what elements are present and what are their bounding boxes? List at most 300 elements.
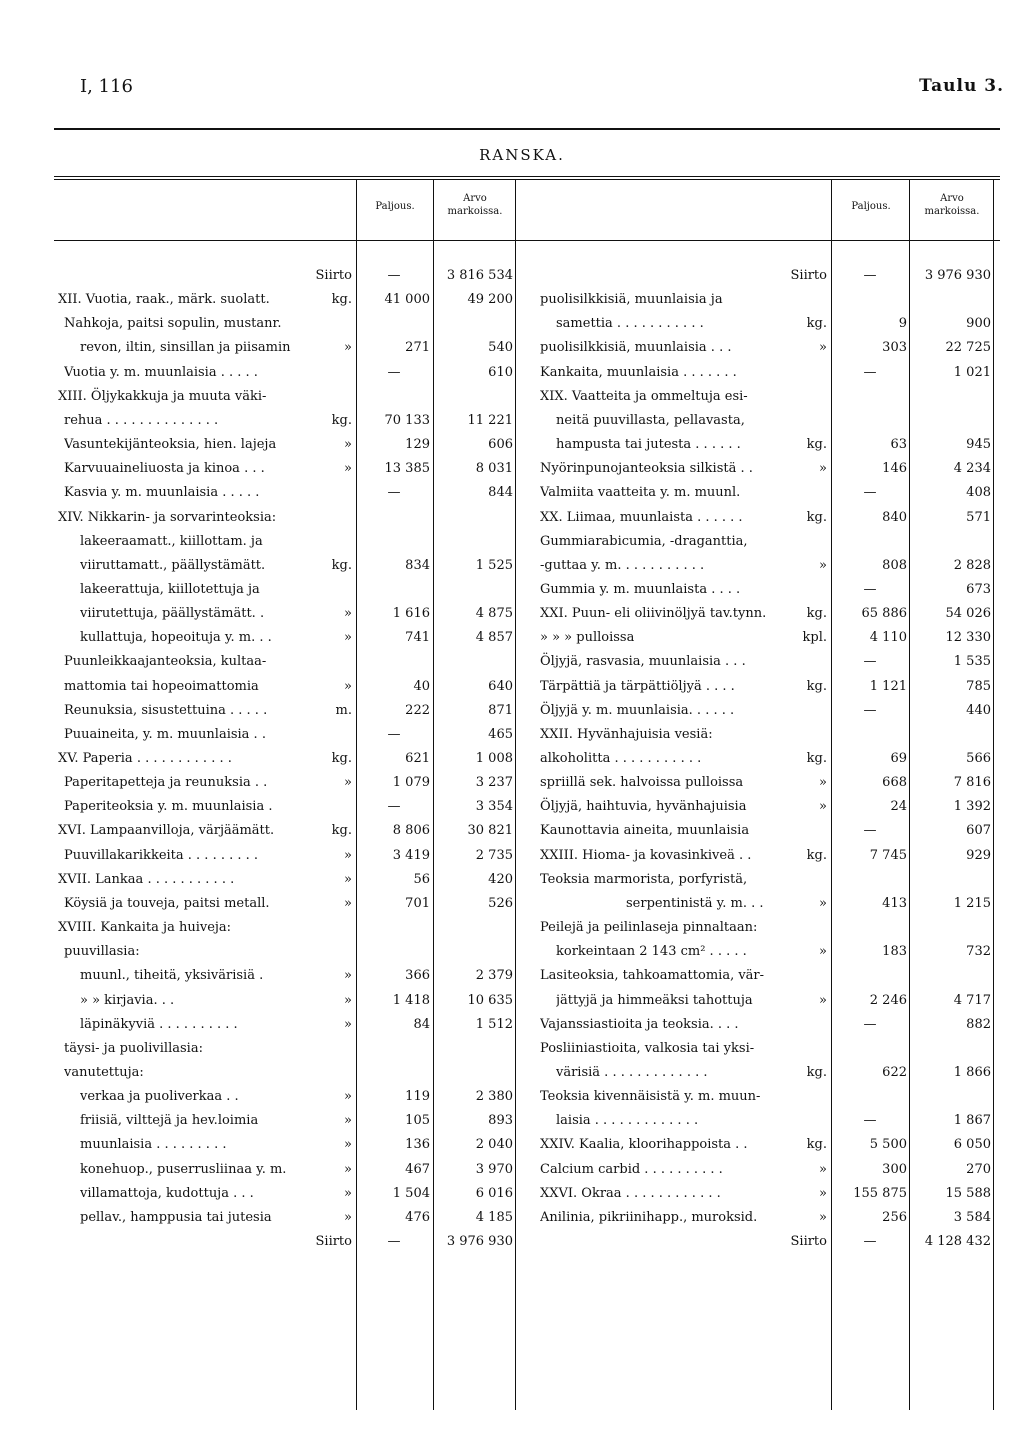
row-quantity: 69 (890, 751, 907, 766)
row-description: korkeintaan 2 143 cm² . . . . . (556, 944, 747, 960)
table-row (0, 626, 1024, 650)
row-description: -guttaa y. m. . . . . . . . . . . (540, 557, 705, 573)
row-value: 4 234 (953, 461, 991, 477)
row-description: alkoholitta . . . . . . . . . . . (540, 751, 702, 766)
row-description: XXI. Puun- eli oliivinöljyä tav.tynn. (540, 606, 767, 622)
header-rule-bottom (54, 240, 1000, 241)
row-unit: » (344, 968, 352, 984)
row-value: 1 867 (953, 1113, 991, 1129)
row-description: samettia . . . . . . . . . . . (556, 316, 704, 332)
table-title: RANSKA. (479, 146, 565, 164)
row-description: XXIII. Hioma- ja kovasinkiveä . . (540, 847, 752, 863)
row-value: 540 (488, 340, 513, 356)
row-value: 440 (966, 702, 991, 718)
right-value-header (910, 192, 994, 218)
right-value-header-line2: markoissa. (924, 206, 980, 217)
row-quantity: 136 (405, 1137, 430, 1153)
row-unit: kg. (806, 678, 827, 694)
row-description: Nyörinpunojanteoksia silkistä . . (540, 461, 753, 477)
row-quantity: 467 (405, 1161, 430, 1177)
row-description: XVIII. Kankaita ja huiveja: (58, 920, 232, 936)
row-quantity: 84 (413, 1016, 430, 1032)
table-row (0, 457, 1024, 481)
row-value: 2 040 (475, 1137, 513, 1153)
row-quantity: 701 (405, 895, 430, 911)
table-row (0, 819, 1024, 843)
row-value: 8 031 (475, 461, 513, 477)
table-row (0, 1061, 1024, 1085)
row-value: 3 970 (475, 1161, 513, 1177)
row-description: neitä puuvillasta, pellavasta, (556, 412, 745, 428)
table-row (0, 747, 1024, 771)
row-quantity: 9 (898, 316, 907, 332)
table-row (0, 892, 1024, 916)
row-unit: Siirto (790, 268, 827, 283)
row-description: konehuop., puserrusliinaa y. m. (80, 1161, 287, 1177)
row-value: 673 (966, 581, 991, 597)
row-unit: » (819, 895, 827, 911)
table-row (0, 868, 1024, 892)
row-quantity: 56 (413, 871, 430, 887)
row-quantity: 8 806 (392, 823, 430, 839)
row-quantity: 741 (405, 630, 430, 646)
row-value: 526 (488, 895, 513, 911)
row-unit: » (819, 1161, 827, 1177)
table-row (0, 650, 1024, 674)
right-value-header-line1: Arvo (940, 193, 964, 204)
table-row (0, 1013, 1024, 1037)
row-description: Gummiarabicumia, -draganttia, (540, 533, 748, 549)
row-value: 785 (966, 678, 991, 694)
row-value: 929 (966, 847, 991, 863)
row-value: 2 735 (475, 847, 513, 863)
row-quantity: 4 110 (869, 630, 907, 646)
row-quantity: 366 (405, 968, 430, 984)
row-unit: » (344, 678, 352, 694)
row-unit: kg. (806, 316, 827, 332)
row-value: 3 584 (953, 1209, 991, 1225)
table-number: Taulu 3. (919, 76, 1004, 96)
row-value: 945 (966, 437, 991, 453)
row-description: XV. Paperia . . . . . . . . . . . . (58, 751, 232, 766)
row-description: värisiä . . . . . . . . . . . . . (556, 1064, 708, 1080)
row-value: 420 (488, 871, 513, 887)
row-description: Kankaita, muunlaisia . . . . . . . (540, 364, 737, 380)
table-row (0, 844, 1024, 868)
row-description: Lasiteoksia, tahkoamattomia, vär- (540, 968, 765, 984)
row-description: Köysiä ja touveja, paitsi metall. (64, 895, 270, 911)
row-description: pellav., hamppusia tai jutesia (80, 1209, 272, 1225)
row-value: 465 (488, 726, 513, 742)
row-quantity: — (863, 702, 877, 718)
row-description: Tärpättiä ja tärpättiöljyä . . . . (540, 678, 735, 694)
row-description: verkaa ja puoliverkaa . . (80, 1089, 239, 1105)
row-description: XVII. Lankaa . . . . . . . . . . . (58, 871, 235, 887)
row-quantity: 476 (405, 1209, 430, 1225)
table-row (0, 940, 1024, 964)
row-description: Vuotia y. m. muunlaisia . . . . . (64, 364, 258, 380)
row-unit: » (344, 630, 352, 646)
row-value: 12 330 (945, 630, 991, 646)
row-unit: Siirto (315, 268, 352, 283)
row-unit: » (344, 847, 352, 863)
row-description: täysi- ja puolivillasia: (64, 1040, 203, 1056)
left-value-header-line1: Arvo (463, 193, 487, 204)
row-description: XII. Vuotia, raak., märk. suolatt. (58, 292, 270, 308)
row-description: villamattoja, kudottuja . . . (80, 1185, 254, 1201)
row-unit: » (344, 895, 352, 911)
row-quantity: 40 (413, 678, 430, 694)
table-row (0, 385, 1024, 409)
row-description: XXVI. Okraa . . . . . . . . . . . . (540, 1185, 721, 1201)
row-value: 3 237 (475, 775, 513, 791)
table-row (0, 1109, 1024, 1133)
row-value: 606 (488, 437, 513, 453)
row-quantity: 119 (405, 1089, 430, 1105)
row-value: 566 (966, 751, 991, 766)
table-row (0, 288, 1024, 312)
row-value: 408 (966, 485, 991, 501)
row-unit: kg. (806, 751, 827, 766)
row-description: laisia . . . . . . . . . . . . . (556, 1113, 699, 1129)
row-quantity: 24 (890, 799, 907, 815)
row-quantity: 1 079 (392, 775, 430, 791)
row-unit: » (344, 1016, 352, 1032)
row-unit: Siirto (315, 1234, 352, 1249)
row-quantity: 300 (882, 1161, 907, 1177)
row-description: XXII. Hyvänhajuisia vesiä: (540, 726, 713, 742)
row-unit: kpl. (802, 630, 827, 646)
row-unit: » (344, 992, 352, 1008)
row-description: Öljyjä y. m. muunlaisia. . . . . . (540, 702, 735, 718)
row-quantity: 155 875 (853, 1185, 907, 1201)
row-value: 882 (966, 1016, 991, 1032)
row-quantity: — (863, 1113, 877, 1129)
row-quantity: 65 886 (861, 606, 907, 622)
table-row (0, 481, 1024, 505)
row-quantity: 70 133 (384, 412, 430, 428)
table-row (0, 771, 1024, 795)
row-description: Vasuntekijänteoksia, hien. lajeja (64, 437, 277, 453)
row-quantity: 303 (882, 340, 907, 356)
row-description: puolisilkkisiä, muunlaisia ja (540, 292, 723, 308)
row-value: 640 (488, 678, 513, 694)
row-value: 1 512 (475, 1016, 513, 1032)
row-description: Öljyjä, rasvasia, muunlaisia . . . (540, 654, 746, 670)
row-value: 30 821 (467, 823, 513, 839)
row-description: Paperiteoksia y. m. muunlaisia . (64, 799, 273, 815)
row-unit: » (819, 944, 827, 960)
row-quantity: — (863, 823, 877, 839)
row-value: 1 392 (953, 799, 991, 815)
row-unit: » (344, 871, 352, 887)
row-description: puuvillasia: (64, 944, 140, 960)
row-quantity: 413 (882, 895, 907, 911)
table-row (0, 409, 1024, 433)
table-row (0, 989, 1024, 1013)
row-unit: kg. (331, 412, 352, 428)
row-value: 270 (966, 1161, 991, 1177)
row-unit: m. (335, 702, 352, 718)
row-quantity: — (863, 364, 877, 380)
row-description: XIV. Nikkarin- ja sorvarinteoksia: (58, 509, 277, 525)
row-quantity: 256 (882, 1209, 907, 1225)
row-description: Paperitapetteja ja reunuksia . . (64, 775, 268, 791)
row-quantity: 1 504 (392, 1185, 430, 1201)
row-unit: kg. (331, 751, 352, 766)
row-description: jättyjä ja himmeäksi tahottuja (556, 992, 753, 1008)
table-row (0, 1206, 1024, 1230)
row-quantity: 146 (882, 461, 907, 477)
row-description: puolisilkkisiä, muunlaisia . . . (540, 340, 732, 356)
row-quantity: — (863, 268, 877, 283)
table-row (0, 699, 1024, 723)
top-rule (54, 128, 1000, 130)
row-quantity: 668 (882, 775, 907, 791)
row-quantity: 5 500 (869, 1137, 907, 1153)
row-unit: » (819, 992, 827, 1008)
row-value: 4 857 (475, 630, 513, 646)
row-unit: » (344, 1185, 352, 1201)
row-quantity: 7 745 (869, 847, 907, 863)
left-value-header-line2: markoissa. (447, 206, 503, 217)
row-unit: » (819, 1185, 827, 1201)
row-description: Reunuksia, sisustettuina . . . . . (64, 702, 268, 718)
row-quantity: 808 (882, 557, 907, 573)
row-quantity: — (863, 1016, 877, 1032)
row-description: Puuaineita, y. m. muunlaisia . . (64, 726, 266, 742)
row-quantity: 840 (882, 509, 907, 525)
row-unit: kg. (331, 823, 352, 839)
row-description: XXIV. Kaalia, kloorihappoista . . (540, 1137, 748, 1153)
row-unit: » (344, 1209, 352, 1225)
table-row (0, 506, 1024, 530)
table-row (0, 1158, 1024, 1182)
row-unit: » (819, 340, 827, 356)
row-quantity: 3 419 (392, 847, 430, 863)
row-unit: kg. (331, 557, 352, 573)
row-description: viiruttamatt., päällystämätt. (80, 557, 266, 573)
row-value: 1 525 (475, 557, 513, 573)
row-description: viirutettuja, päällystämätt. . (80, 606, 265, 622)
row-value: 2 380 (475, 1089, 513, 1105)
row-quantity: 2 246 (869, 992, 907, 1008)
row-value: 4 185 (475, 1209, 513, 1225)
row-quantity: — (863, 654, 877, 670)
row-unit: » (344, 1113, 352, 1129)
row-unit: » (819, 775, 827, 791)
row-unit: » (819, 1209, 827, 1225)
row-description: Teoksia kivennäisistä y. m. muun- (540, 1089, 761, 1105)
row-description: muunlaisia . . . . . . . . . (80, 1137, 227, 1153)
row-quantity: 621 (405, 751, 430, 766)
table-row (0, 1230, 1024, 1254)
row-quantity: 105 (405, 1113, 430, 1129)
row-description: mattomia tai hopeoimattomia (64, 678, 259, 694)
row-value: 571 (966, 509, 991, 525)
row-value: 10 635 (467, 992, 513, 1008)
row-description: Karvuuaineliuosta ja kinoa . . . (64, 461, 265, 477)
row-description: XIX. Vaatteita ja ommeltuja esi- (540, 388, 748, 404)
row-description: XVI. Lampaanvilloja, värjäämätt. (58, 823, 275, 839)
row-quantity: 63 (890, 437, 907, 453)
row-value: 1 215 (953, 895, 991, 911)
row-value: 4 717 (953, 992, 991, 1008)
row-unit: » (344, 1161, 352, 1177)
row-value: 22 725 (945, 340, 991, 356)
row-description: Kasvia y. m. muunlaisia . . . . . (64, 485, 260, 501)
row-quantity: — (387, 364, 401, 380)
row-quantity: — (387, 1234, 401, 1249)
table-row (0, 675, 1024, 699)
row-quantity: — (863, 581, 877, 597)
row-unit: » (344, 606, 352, 622)
row-value: 49 200 (467, 292, 513, 308)
row-quantity: 1 418 (392, 992, 430, 1008)
table-row (0, 336, 1024, 360)
row-value: 7 816 (953, 775, 991, 791)
row-unit: » (344, 437, 352, 453)
row-value: 15 588 (945, 1185, 991, 1201)
row-quantity: — (387, 726, 401, 742)
row-unit: » (344, 775, 352, 791)
row-description: Vajanssiastioita ja teoksia. . . . (540, 1016, 739, 1032)
row-value: 6 016 (475, 1185, 513, 1201)
page-number: I, 116 (80, 76, 133, 97)
row-quantity: 271 (405, 340, 430, 356)
header-rule-top (54, 176, 1000, 177)
table-row (0, 312, 1024, 336)
row-value: 610 (488, 364, 513, 380)
row-description: vanutettuja: (64, 1064, 144, 1080)
left-value-header (434, 192, 516, 218)
row-unit: kg. (806, 606, 827, 622)
row-description: Anilinia, pikriinihapp., muroksid. (540, 1209, 758, 1225)
table-row (0, 361, 1024, 385)
row-value: 3 816 534 (446, 268, 513, 283)
row-unit: » (344, 1137, 352, 1153)
row-quantity: — (387, 268, 401, 283)
table-row (0, 916, 1024, 940)
table-row (0, 554, 1024, 578)
row-unit: » (819, 799, 827, 815)
row-quantity: 13 385 (384, 461, 430, 477)
row-description: Öljyjä, haihtuvia, hyvänhajuisia (540, 799, 747, 815)
table-row (0, 723, 1024, 747)
row-description: Nahkoja, paitsi sopulin, mustanr. (64, 316, 282, 332)
row-unit: » (344, 461, 352, 477)
row-value: 1 866 (953, 1064, 991, 1080)
row-value: 3 976 930 (446, 1234, 513, 1249)
row-description: hampusta tai jutesta . . . . . . (556, 437, 741, 453)
table-row (0, 795, 1024, 819)
table-row (0, 264, 1024, 288)
row-description: lakeerattuja, kiillotettuja ja (80, 581, 260, 597)
row-description: » » kirjavia. . . (80, 992, 175, 1008)
row-value: 732 (966, 944, 991, 960)
row-unit: kg. (806, 847, 827, 863)
row-description: Puunleikkaajanteoksia, kultaa- (64, 654, 267, 670)
row-description: friisiä, vilttejä ja hev.loimia (80, 1113, 259, 1129)
table-row (0, 1037, 1024, 1061)
table-row (0, 1085, 1024, 1109)
row-description: rehua . . . . . . . . . . . . . . (64, 412, 219, 428)
row-description: Calcium carbid . . . . . . . . . . (540, 1161, 723, 1177)
row-unit: » (344, 1089, 352, 1105)
row-value: 1 021 (953, 364, 991, 380)
row-quantity: 1 121 (869, 678, 907, 694)
row-quantity: 1 616 (392, 606, 430, 622)
row-quantity: 222 (405, 702, 430, 718)
left-qty-header: Paljous. (375, 201, 415, 212)
row-description: Kaunottavia aineita, muunlaisia (540, 823, 750, 839)
right-qty-header: Paljous. (851, 201, 891, 212)
row-description: Valmiita vaatteita y. m. muunl. (540, 485, 741, 501)
row-unit: kg. (806, 1064, 827, 1080)
row-value: 4 875 (475, 606, 513, 622)
row-quantity: 129 (405, 437, 430, 453)
row-unit: » (819, 461, 827, 477)
row-description: muunl., tiheitä, yksivärisiä . (80, 968, 264, 984)
row-value: 607 (966, 823, 991, 839)
row-quantity: 834 (405, 557, 430, 573)
row-description: Posliiniastioita, valkosia tai yksi- (540, 1040, 755, 1056)
row-description: Peilejä ja peilinlaseja pinnaltaan: (540, 920, 758, 936)
row-description: kullattuja, hopeoituja y. m. . . (80, 630, 272, 646)
row-value: 844 (488, 485, 513, 501)
row-quantity: 41 000 (384, 292, 430, 308)
row-value: 4 128 432 (924, 1234, 991, 1249)
row-description: XX. Liimaa, muunlaista . . . . . . (540, 509, 743, 525)
row-value: 871 (488, 702, 513, 718)
row-description: revon, iltin, sinsillan ja piisamin (80, 340, 291, 356)
row-value: 3 354 (475, 799, 513, 815)
row-unit: kg. (331, 292, 352, 308)
row-unit: » (819, 557, 827, 573)
row-description: serpentinistä y. m. . . (626, 895, 764, 911)
row-value: 2 379 (475, 968, 513, 984)
table-row (0, 964, 1024, 988)
row-description: spriillä sek. halvoissa pulloissa (540, 775, 744, 791)
row-value: 1 008 (475, 751, 513, 766)
row-value: 893 (488, 1113, 513, 1129)
table-row (0, 578, 1024, 602)
row-value: 2 828 (953, 557, 991, 573)
row-description: Puuvillakarikkeita . . . . . . . . . (64, 847, 259, 863)
row-quantity: — (387, 485, 401, 501)
table-row (0, 433, 1024, 457)
row-quantity: 622 (882, 1064, 907, 1080)
row-unit: » (344, 340, 352, 356)
table-row (0, 530, 1024, 554)
row-unit: kg. (806, 437, 827, 453)
table-row (0, 1133, 1024, 1157)
table-row (0, 1182, 1024, 1206)
row-quantity: — (863, 485, 877, 501)
row-description: XIII. Öljykakkuja ja muuta väki- (58, 388, 267, 404)
row-value: 6 050 (953, 1137, 991, 1153)
row-value: 900 (966, 316, 991, 332)
row-value: 54 026 (945, 606, 991, 622)
row-value: 1 535 (953, 654, 991, 670)
row-quantity: — (863, 1234, 877, 1249)
row-value: 3 976 930 (924, 268, 991, 283)
row-description: lakeeraamatt., kiillottam. ja (80, 533, 263, 549)
row-description: läpinäkyviä . . . . . . . . . . (80, 1016, 238, 1032)
row-unit: kg. (806, 509, 827, 525)
row-description: Teoksia marmorista, porfyristä, (540, 871, 748, 887)
row-quantity: 183 (882, 944, 907, 960)
